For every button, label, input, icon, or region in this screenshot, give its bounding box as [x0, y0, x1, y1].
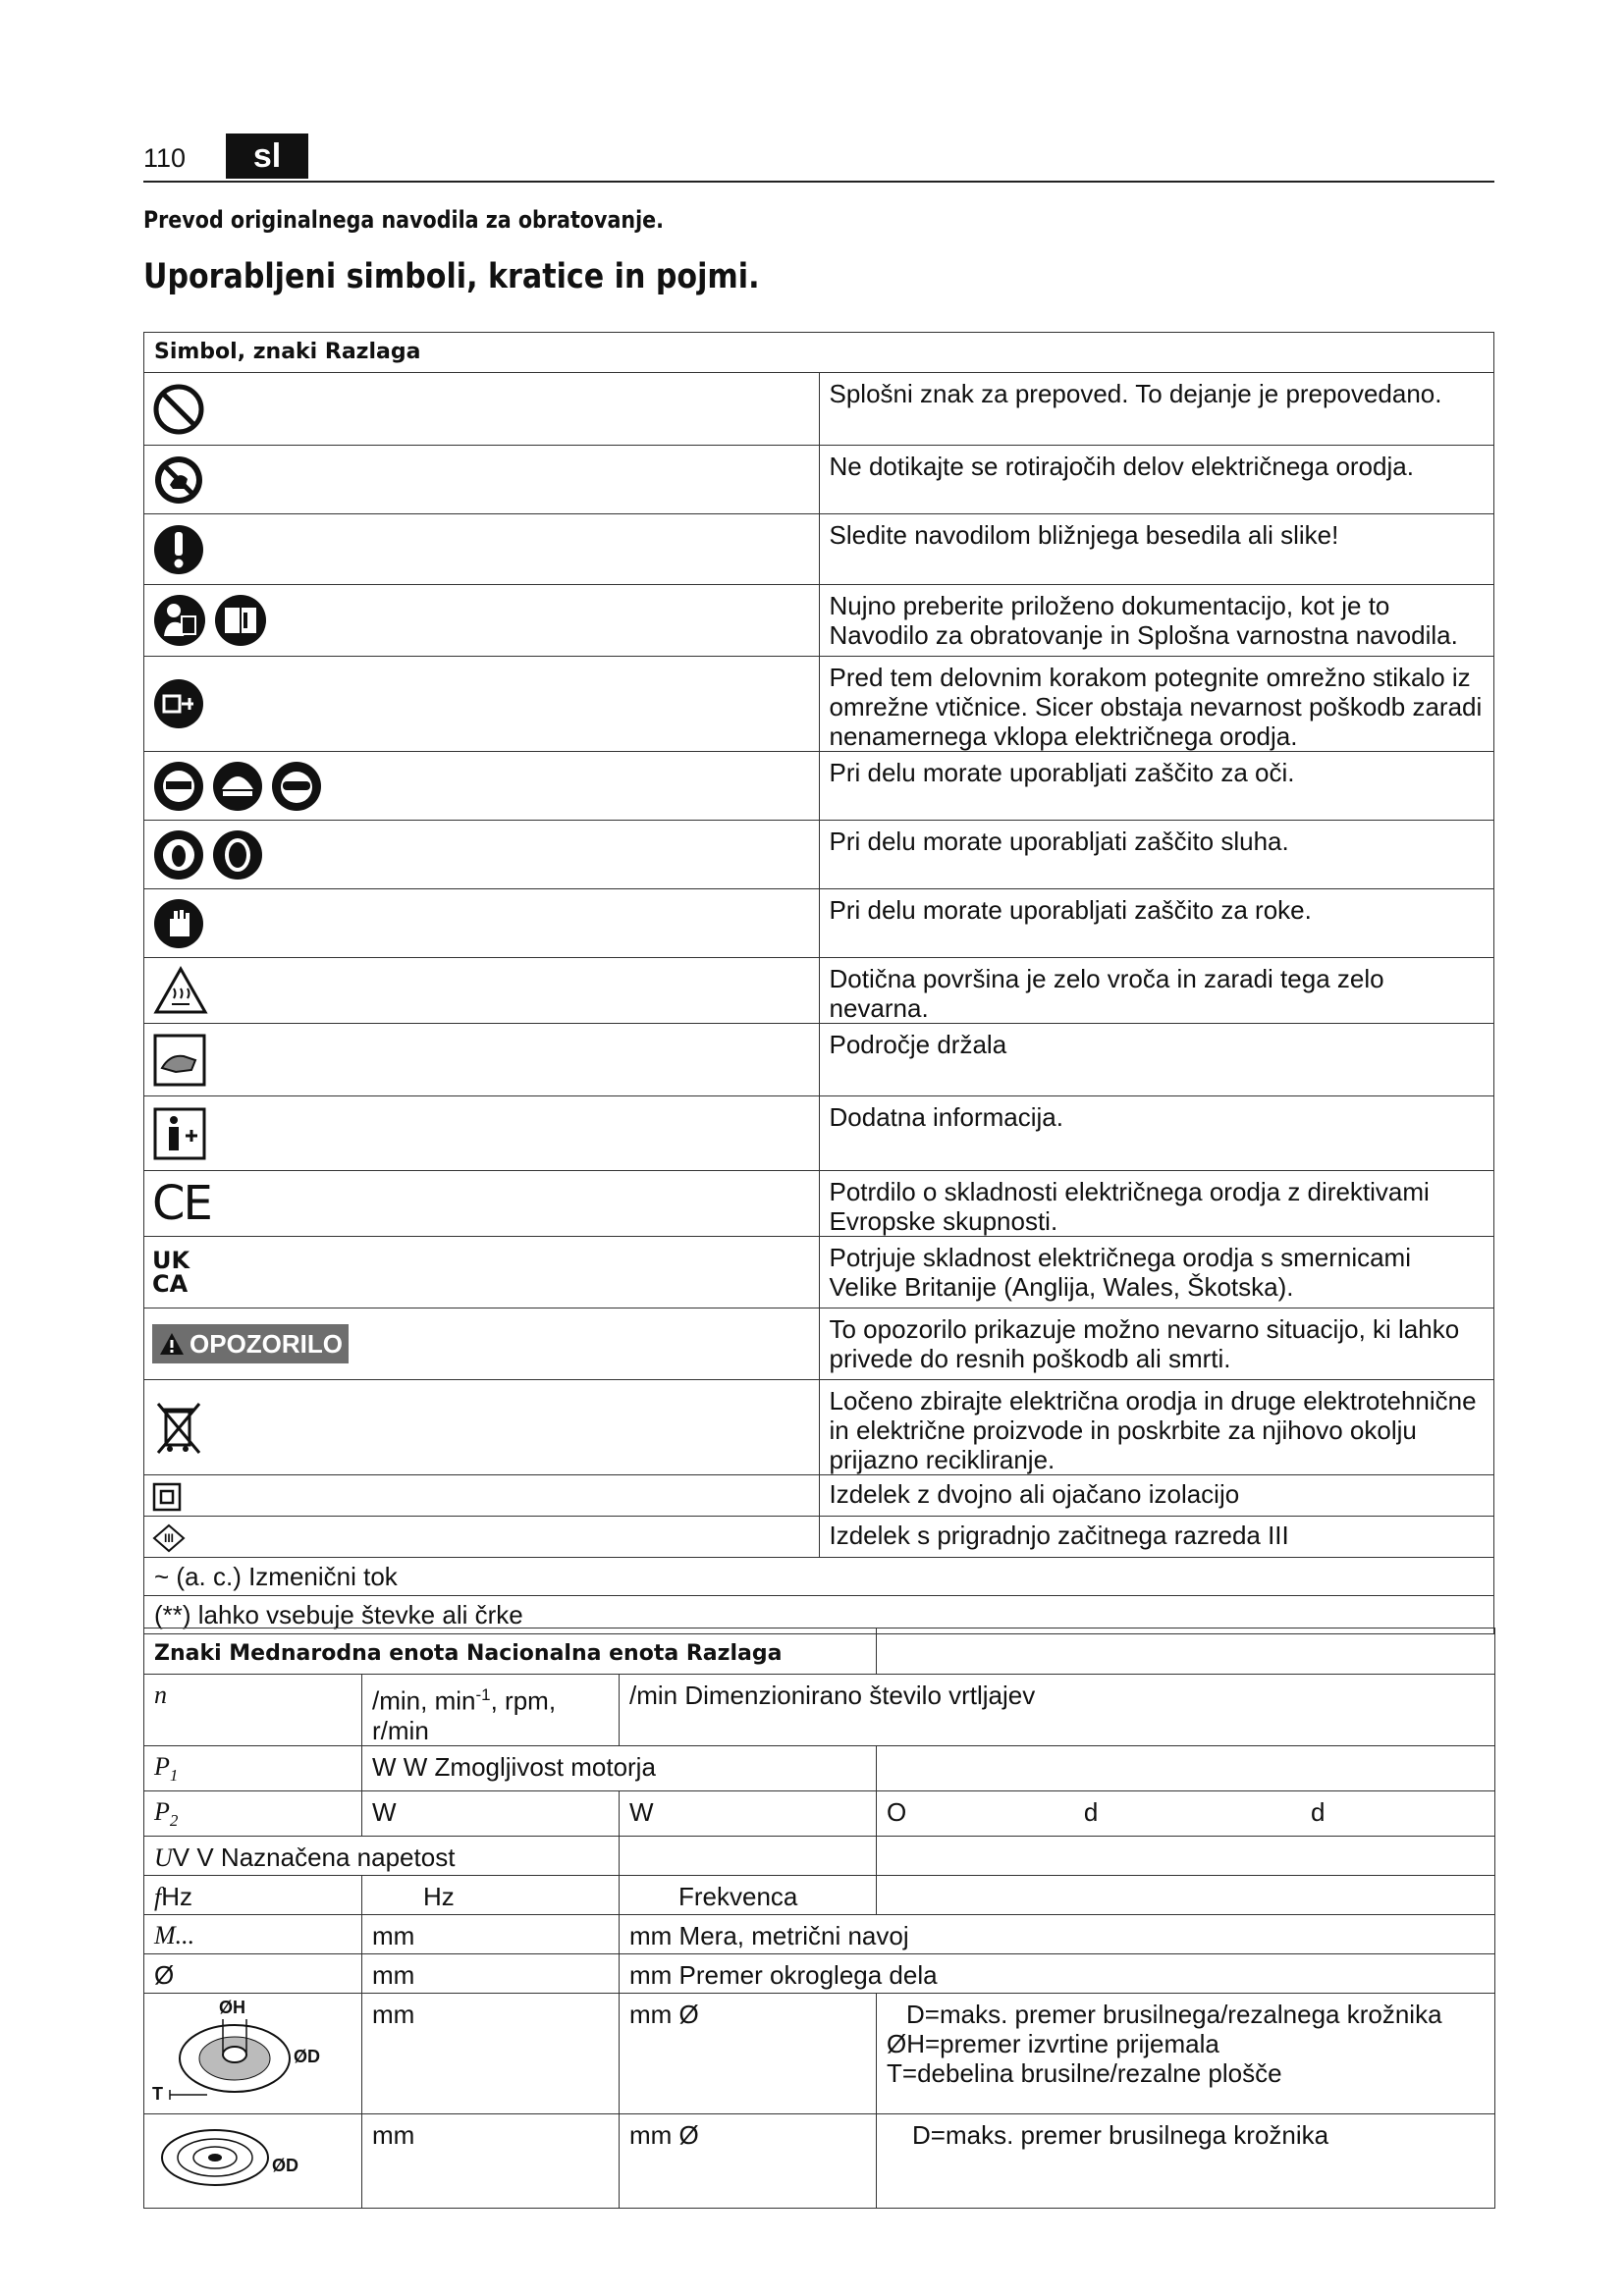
symbol-cell — [144, 1837, 620, 1876]
class-iii-label: III — [163, 1530, 174, 1545]
table-row — [144, 2114, 1495, 2209]
symbol-cell — [144, 1745, 362, 1790]
section-title: Uporabljeni simboli, kratice in pojmi. — [143, 257, 760, 296]
label-od: ØD — [294, 2047, 320, 2067]
symbol-cell — [144, 752, 820, 821]
footer-row-ac: ~ (a. c.) Izmenični tok — [144, 1558, 1494, 1596]
symbol-cell — [144, 1790, 362, 1836]
double-insulation-icon — [152, 1482, 182, 1512]
intl-unit-cell: W — [362, 1790, 620, 1836]
intl-unit-cell: mm — [362, 1915, 620, 1954]
description-cell: Sledite navodilom bližnjega besedila ali slike! — [819, 514, 1494, 585]
ce-mark-icon: CE — [152, 1176, 211, 1231]
symbol-cell — [144, 1308, 820, 1380]
description-cell: Nujno preberite priloženo dokumentacijo, kot je to Navodilo za obratovanje in Splošna varnostna navodila. — [819, 585, 1494, 657]
no-touch-rotating-icon — [152, 454, 205, 507]
symbol-cell — [144, 657, 820, 752]
description-cell: Potrdilo o skladnosti električnega orodja z direktivami Evropske skupnosti. — [819, 1171, 1494, 1237]
symbol-cell — [144, 1475, 820, 1517]
symbol-cell: Ø — [144, 1954, 362, 1994]
symbol-text: P — [154, 1751, 170, 1781]
table-row — [144, 821, 1494, 889]
table-row — [144, 1558, 1494, 1596]
explanation-cell — [877, 1994, 1495, 2114]
description-cell: Dotična površina je zelo vroča in zaradi tega zelo nevarna. — [819, 958, 1494, 1024]
table-row — [144, 1790, 1495, 1836]
description-cell: Pri delu morate uporabljati zaščito za oči. — [819, 752, 1494, 821]
symbol-text: P — [154, 1796, 170, 1826]
symbol-cell — [144, 2114, 362, 2209]
ukca-mark-icon — [152, 1249, 189, 1296]
national-unit-cell: mm Mera, metrični navoj — [620, 1915, 1495, 1954]
language-badge: sl — [226, 133, 308, 179]
symbol-rest: Hz — [161, 1882, 193, 1912]
safety-helmet-icon — [211, 760, 264, 813]
national-unit-cell: W — [620, 1790, 877, 1836]
symbol-cell — [144, 1171, 820, 1237]
description-cell: Pri delu morate uporabljati zaščito za roke. — [819, 889, 1494, 958]
table-row — [144, 1024, 1494, 1096]
ukca-line-2: CA — [152, 1270, 189, 1298]
table-row — [144, 1837, 1495, 1876]
explanation-cell: D=maks. premer brusilnega krožnika — [877, 2114, 1495, 2209]
table-row — [144, 373, 1494, 446]
units-header-cell: Znaki Mednarodna enota Nacionalna enota Razlaga — [144, 1629, 877, 1675]
symbol-cell — [144, 889, 820, 958]
symbol-cell — [144, 514, 820, 585]
table-row — [144, 1237, 1494, 1308]
symbol-text: U — [154, 1843, 173, 1873]
footer-row-note: (**) lahko vsebuje števke ali črke — [144, 1596, 1494, 1634]
national-unit-cell: /min Dimenzionirano število vrtljajev — [620, 1675, 1495, 1746]
symbol-cell — [144, 446, 820, 514]
description-cell: Pred tem delovnim korakom potegnite omrežno stikalo iz omrežne vtičnice. Sicer obstaja nevarnost poškodb zaradi nenamernega vklopa električnega orodja. — [819, 657, 1494, 752]
label-od: ØD — [272, 2156, 298, 2176]
description-cell: Področje držala — [819, 1024, 1494, 1096]
table-row — [144, 1171, 1494, 1237]
table-row — [144, 514, 1494, 585]
symbol-cell: n — [144, 1675, 362, 1746]
intl-unit-rest: , rpm, r/min — [372, 1685, 557, 1745]
table-row — [144, 585, 1494, 657]
description-cell: Ločeno zbirajte električna orodja in druge elektrotehnične in električne proizvode in poskrbite za njihovo okolju prijazno recikliranje. — [819, 1380, 1494, 1475]
description-cell: Izdelek z dvojno ali ojačano izolacijo — [819, 1475, 1494, 1517]
description-cell: Izdelek s prigradnjo začitnega razreda III — [819, 1517, 1494, 1558]
exclamation-icon — [152, 523, 205, 576]
intl-unit-cell: W W Zmogljivost motorja — [362, 1745, 877, 1790]
intl-unit-cell: mm — [362, 2114, 620, 2209]
description-cell: Pri delu morate uporabljati zaščito sluha. — [819, 821, 1494, 889]
table-row — [144, 1954, 1495, 1994]
description-cell: Ne dotikajte se rotirajočih delov električnega orodja. — [819, 446, 1494, 514]
table-row — [144, 1994, 1495, 2114]
glove-icon — [152, 897, 205, 950]
units-table-header — [144, 1629, 1495, 1675]
national-unit-cell: mm Ø — [620, 2114, 877, 2209]
national-unit-cell: mm Premer okroglega dela — [620, 1954, 1495, 1994]
table-row — [144, 1475, 1494, 1517]
intl-unit-sup: -1 — [475, 1685, 491, 1704]
symbol-cell — [144, 1994, 362, 2114]
symbol-cell — [144, 1024, 820, 1096]
hot-surface-icon — [152, 965, 209, 1016]
table-row — [144, 752, 1494, 821]
symbols-header-cell: Simbol, znaki Razlaga — [144, 333, 1494, 373]
ear-muffs-icon — [211, 828, 264, 881]
table-row — [144, 1517, 1494, 1558]
units-header-empty — [877, 1629, 1495, 1675]
warning-label: OPOZORILO — [189, 1329, 343, 1359]
symbol-cell — [144, 1517, 820, 1558]
symbol-cell — [144, 821, 820, 889]
ukca-line-1: UK — [152, 1247, 190, 1274]
symbol-cell — [144, 1237, 820, 1308]
safety-goggles-icon — [270, 760, 323, 813]
table-row — [144, 1308, 1494, 1380]
national-unit-cell: Frekvenca — [620, 1876, 877, 1915]
face-shield-icon — [152, 760, 205, 813]
intl-unit-cell: Hz — [362, 1876, 620, 1915]
read-manual-icon — [152, 593, 207, 648]
explanation-cell — [877, 1876, 1495, 1915]
symbol-cell — [144, 373, 820, 446]
table-row — [144, 1876, 1495, 1915]
symbol-cell — [144, 958, 820, 1024]
symbol-cell — [144, 585, 820, 657]
symbol-cell: M... — [144, 1915, 362, 1954]
symbol-sub: 1 — [169, 1765, 179, 1785]
intl-unit-cell — [362, 1675, 620, 1746]
cutting-disc-diagram — [148, 1998, 335, 2104]
explanation-cell: O d d — [877, 1790, 1495, 1836]
units-table — [143, 1628, 1495, 2209]
explanation-line: D=maks. premer brusilnega/rezalnega krožnika — [906, 2000, 1442, 2030]
table-row — [144, 1915, 1495, 1954]
warning-triangle-icon — [158, 1331, 186, 1357]
warning-badge — [152, 1324, 349, 1363]
intl-unit-cell: mm — [362, 1954, 620, 1994]
explanation-cell — [877, 1837, 1495, 1876]
info-icon — [152, 1106, 207, 1161]
table-row — [144, 958, 1494, 1024]
intl-unit-text: /min, min — [372, 1685, 476, 1716]
backing-pad-diagram — [148, 2118, 335, 2197]
symbol-cell — [144, 1380, 820, 1475]
ear-protection-icon — [152, 828, 205, 881]
manual-book-icon — [213, 593, 268, 648]
table-row — [144, 1096, 1494, 1171]
description-cell: To opozorilo prikazuje možno nevarno situacijo, ki lahko privede do resnih poškodb ali smrti. — [819, 1308, 1494, 1380]
table-row — [144, 1380, 1494, 1475]
explanation-cell — [877, 1745, 1495, 1790]
intl-unit-cell: mm — [362, 1994, 620, 2114]
table-row — [144, 889, 1494, 958]
table-row — [144, 1745, 1495, 1790]
page-header — [143, 133, 1494, 183]
symbols-table — [143, 332, 1494, 1634]
symbol-rest: V V Naznačena napetost — [172, 1842, 456, 1873]
explanation-line: ØH=premer izvrtine prijemala — [887, 2029, 1219, 2059]
label-t: T — [152, 2084, 163, 2105]
unplug-icon — [152, 677, 205, 730]
symbol-cell — [144, 1096, 820, 1171]
description-cell: Potrjuje skladnost električnega orodja s smernicami Velike Britanije (Anglija, Wales, Škotska). — [819, 1237, 1494, 1308]
symbol-sub: 2 — [169, 1811, 179, 1831]
description-cell: Dodatna informacija. — [819, 1096, 1494, 1171]
weee-bin-icon — [152, 1398, 205, 1457]
grip-area-icon — [152, 1033, 207, 1088]
symbols-table-header — [144, 333, 1494, 373]
symbol-cell — [144, 1876, 362, 1915]
symbol-text: f — [154, 1883, 162, 1912]
prohibition-icon — [152, 383, 205, 436]
table-row — [144, 1675, 1495, 1746]
table-row — [144, 657, 1494, 752]
national-unit-cell — [620, 1837, 877, 1876]
label-oh: ØH — [219, 1998, 245, 2018]
national-unit-cell: mm Ø — [620, 1994, 877, 2114]
table-row — [144, 446, 1494, 514]
description-cell: Splošni znak za prepoved. To dejanje je prepovedano. — [819, 373, 1494, 446]
explanation-line: T=debelina brusilne/rezalne plošče — [887, 2058, 1282, 2089]
class-iii-icon — [152, 1523, 186, 1553]
page-number: 110 — [143, 143, 187, 173]
document-subtitle: Prevod originalnega navodila za obratovanje. — [143, 206, 664, 234]
